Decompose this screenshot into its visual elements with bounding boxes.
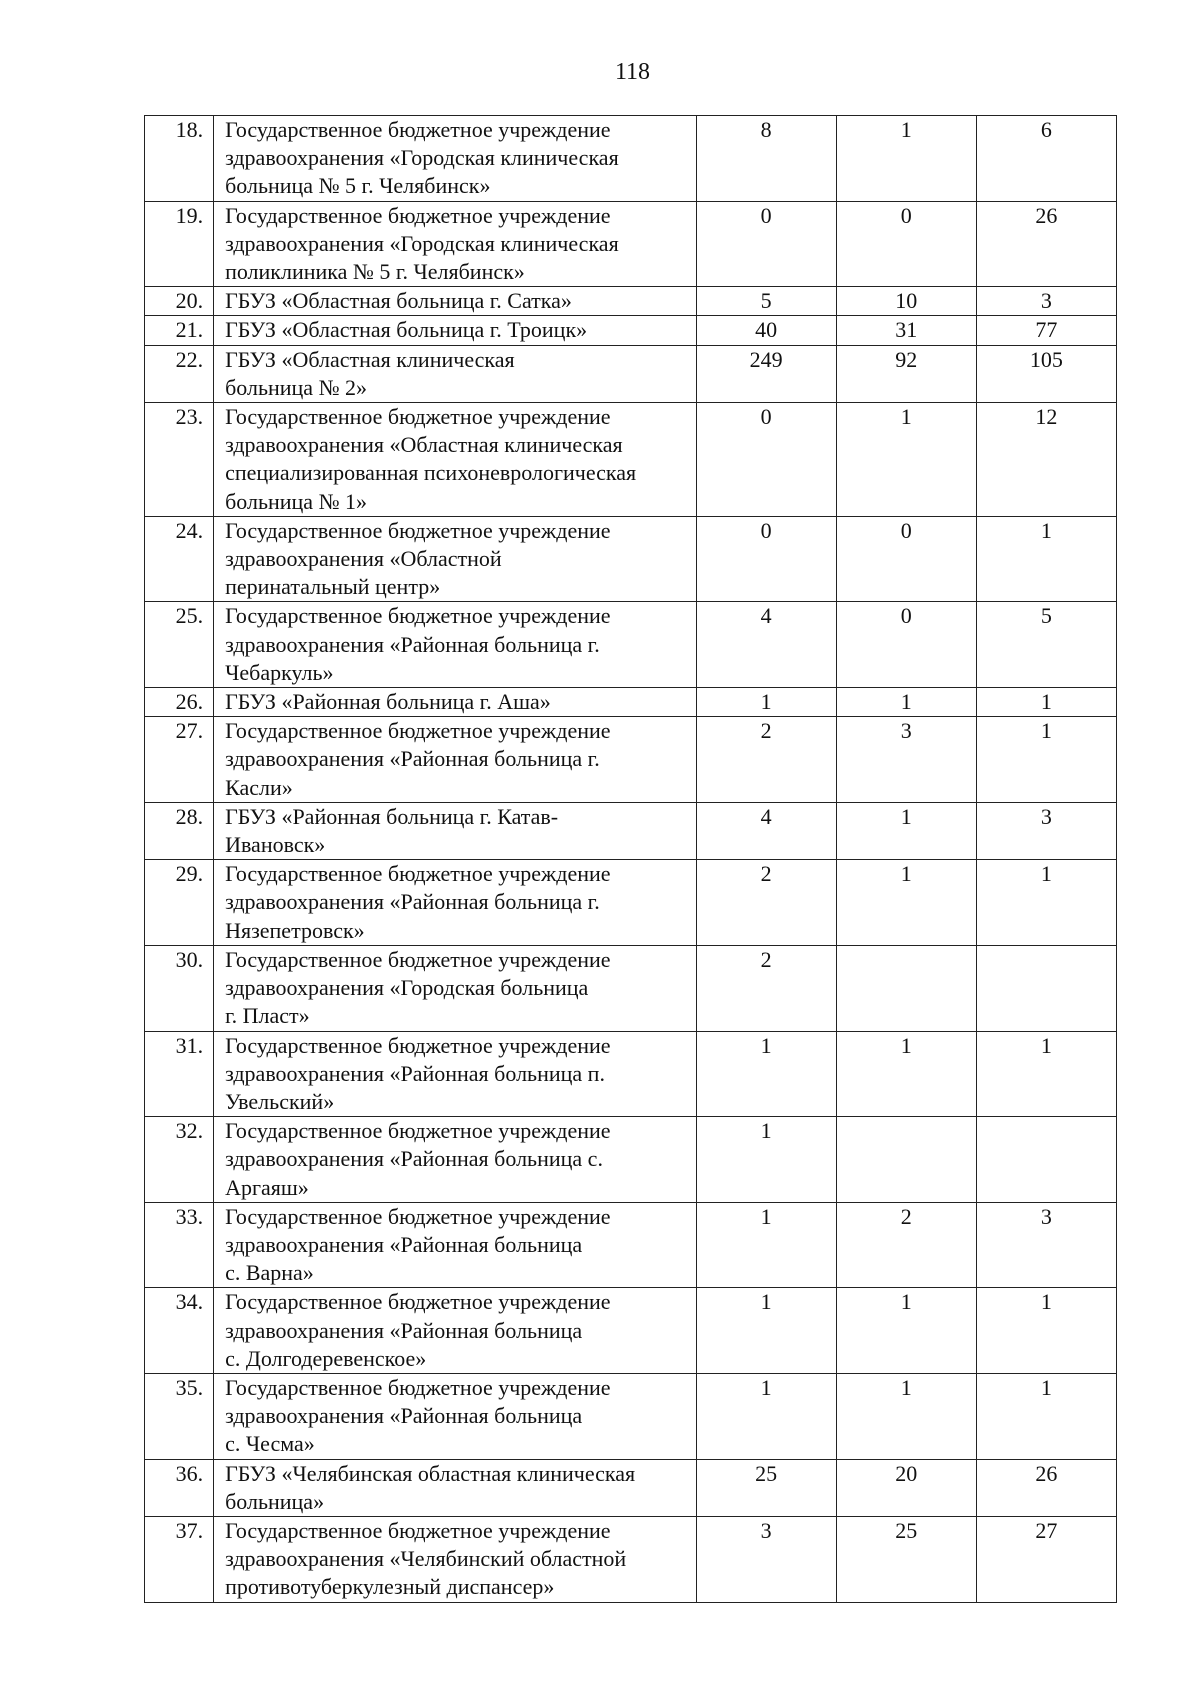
institution-name-line: ГБУЗ «Областная клиническая: [225, 346, 515, 372]
value-cell-2: 2: [836, 1202, 976, 1288]
institution-name-line: здравоохранения «Областная клиническая: [225, 432, 623, 458]
value-cell-2: 0: [836, 516, 976, 602]
institution-name: [214, 860, 696, 946]
institution-name-line: с. Долгодеревенское»: [225, 1345, 427, 1371]
institution-name-line: Государственное бюджетное учреждение: [225, 1517, 611, 1543]
row-number: 21.: [145, 316, 214, 345]
institution-name-line: поликлиника № 5 г. Челябинск»: [225, 259, 525, 285]
table-body: [145, 116, 1117, 1603]
institution-name: [214, 602, 696, 688]
institution-name-line: здравоохранения «Городская клиническая: [225, 145, 619, 171]
institution-name-line: Ивановск»: [225, 832, 326, 858]
value-cell-1: 1: [696, 688, 836, 717]
value-cell-2: 1: [836, 1288, 976, 1374]
institution-name-line: Государственное бюджетное учреждение: [225, 1032, 611, 1058]
value-cell-2: 1: [836, 1031, 976, 1117]
value-cell-2: 0: [836, 201, 976, 287]
row-number: 31.: [145, 1031, 214, 1117]
institution-name-line: ГБУЗ «Областная больница г. Троицк»: [225, 317, 588, 343]
table-row: [145, 1516, 1117, 1602]
value-cell-1: 249: [696, 345, 836, 402]
institution-name: [214, 1288, 696, 1374]
institution-name: [214, 287, 696, 316]
row-number: 28.: [145, 802, 214, 859]
table-row: [145, 1373, 1117, 1459]
row-number: 23.: [145, 403, 214, 517]
institution-name: [214, 116, 696, 202]
institution-name-line: здравоохранения «Районная больница г.: [225, 889, 600, 915]
value-cell-3: [976, 945, 1116, 1031]
value-cell-3: 1: [976, 1288, 1116, 1374]
row-number: 33.: [145, 1202, 214, 1288]
institution-name-line: здравоохранения «Районная больница г.: [225, 631, 600, 657]
value-cell-1: 25: [696, 1459, 836, 1516]
institution-name-line: Чебаркуль»: [225, 659, 334, 685]
value-cell-2: 20: [836, 1459, 976, 1516]
institution-name: [214, 201, 696, 287]
institution-name-line: здравоохранения «Районная больница: [225, 1403, 583, 1429]
value-cell-2: 1: [836, 116, 976, 202]
value-cell-3: 5: [976, 602, 1116, 688]
institution-name-line: Государственное бюджетное учреждение: [225, 404, 611, 430]
value-cell-3: 1: [976, 1031, 1116, 1117]
institution-name-line: здравоохранения «Районная больница: [225, 1231, 583, 1257]
institution-name-line: больница»: [225, 1488, 325, 1514]
value-cell-2: 1: [836, 688, 976, 717]
value-cell-1: 1: [696, 1373, 836, 1459]
table-row: [145, 516, 1117, 602]
institution-name: [214, 403, 696, 517]
row-number: 26.: [145, 688, 214, 717]
institution-name-line: здравоохранения «Городская больница: [225, 975, 589, 1001]
page-number: 118: [614, 59, 651, 85]
row-number: 24.: [145, 516, 214, 602]
value-cell-1: 1: [696, 1031, 836, 1117]
table-row: [145, 345, 1117, 402]
institution-name: [214, 1516, 696, 1602]
institution-name-line: Государственное бюджетное учреждение: [225, 117, 611, 142]
value-cell-1: 1: [696, 1288, 836, 1374]
value-cell-1: 0: [696, 516, 836, 602]
institution-name-line: с. Чесма»: [225, 1431, 315, 1457]
table-row: [145, 316, 1117, 345]
institution-name-line: здравоохранения «Районная больница г.: [225, 746, 600, 772]
institution-name: [214, 1031, 696, 1117]
value-cell-2: 1: [836, 802, 976, 859]
value-cell-3: 105: [976, 345, 1116, 402]
institution-name-line: Нязепетровск»: [225, 917, 365, 943]
institution-name: [214, 345, 696, 402]
table-row: [145, 287, 1117, 316]
institution-name-line: Государственное бюджетное учреждение: [225, 1203, 611, 1229]
value-cell-3: 1: [976, 688, 1116, 717]
value-cell-2: 92: [836, 345, 976, 402]
value-cell-1: 3: [696, 1516, 836, 1602]
institution-name-line: Государственное бюджетное учреждение: [225, 1374, 611, 1400]
institution-name-line: Государственное бюджетное учреждение: [225, 603, 611, 629]
table-row: [145, 1459, 1117, 1516]
table-row: [145, 860, 1117, 946]
institution-name: [214, 688, 696, 717]
institution-name-line: Аргаяш»: [225, 1174, 309, 1200]
value-cell-3: 6: [976, 116, 1116, 202]
institution-name-line: Государственное бюджетное учреждение: [225, 517, 611, 543]
table-row: [145, 717, 1117, 803]
value-cell-1: 1: [696, 1117, 836, 1203]
value-cell-3: 3: [976, 287, 1116, 316]
institution-name-line: Увельский»: [225, 1088, 335, 1114]
value-cell-1: 40: [696, 316, 836, 345]
row-number: 27.: [145, 717, 214, 803]
value-cell-2: 25: [836, 1516, 976, 1602]
institution-name-line: здравоохранения «Областной: [225, 546, 502, 572]
institution-name-line: Государственное бюджетное учреждение: [225, 861, 611, 887]
table-row: [145, 116, 1117, 202]
row-number: 35.: [145, 1373, 214, 1459]
institution-name-line: специализированная психоневрологическая: [225, 460, 637, 486]
institution-name-line: Государственное бюджетное учреждение: [225, 946, 611, 972]
value-cell-2: 10: [836, 287, 976, 316]
institution-name-line: Касли»: [225, 774, 293, 800]
value-cell-3: 1: [976, 860, 1116, 946]
value-cell-3: [976, 1117, 1116, 1203]
value-cell-2: [836, 1117, 976, 1203]
institution-name-line: Государственное бюджетное учреждение: [225, 718, 611, 744]
institution-name-line: с. Варна»: [225, 1260, 314, 1286]
institution-name: [214, 1117, 696, 1203]
table-row: [145, 688, 1117, 717]
row-number: 30.: [145, 945, 214, 1031]
table-row: [145, 945, 1117, 1031]
table-row: [145, 403, 1117, 517]
row-number: 19.: [145, 201, 214, 287]
institution-name-line: Государственное бюджетное учреждение: [225, 1118, 611, 1144]
value-cell-3: 26: [976, 1459, 1116, 1516]
institution-name: [214, 1373, 696, 1459]
table-row: [145, 1202, 1117, 1288]
value-cell-3: 26: [976, 201, 1116, 287]
table-row: [145, 602, 1117, 688]
institution-name-line: ГБУЗ «Районная больница г. Катав-: [225, 803, 559, 829]
value-cell-3: 12: [976, 403, 1116, 517]
value-cell-1: 0: [696, 403, 836, 517]
value-cell-2: 0: [836, 602, 976, 688]
institution-name: [214, 717, 696, 803]
value-cell-1: 0: [696, 201, 836, 287]
institution-name-line: здравоохранения «Городская клиническая: [225, 230, 619, 256]
institution-name: [214, 945, 696, 1031]
row-number: 34.: [145, 1288, 214, 1374]
institution-name: [214, 1459, 696, 1516]
hospital-statistics-table: [144, 115, 1117, 1603]
value-cell-1: 2: [696, 860, 836, 946]
row-number: 37.: [145, 1516, 214, 1602]
value-cell-2: 31: [836, 316, 976, 345]
value-cell-3: 1: [976, 516, 1116, 602]
institution-name-line: больница № 1»: [225, 488, 368, 514]
row-number: 25.: [145, 602, 214, 688]
value-cell-2: 1: [836, 403, 976, 517]
value-cell-1: 5: [696, 287, 836, 316]
institution-name: [214, 1202, 696, 1288]
value-cell-2: 1: [836, 860, 976, 946]
value-cell-1: 4: [696, 802, 836, 859]
institution-name-line: больница № 5 г. Челябинск»: [225, 173, 491, 199]
institution-name-line: Государственное бюджетное учреждение: [225, 202, 611, 228]
row-number: 29.: [145, 860, 214, 946]
institution-name-line: перинатальный центр»: [225, 574, 441, 600]
value-cell-3: 1: [976, 717, 1116, 803]
institution-name-line: здравоохранения «Районная больница: [225, 1317, 583, 1343]
institution-name-line: Государственное бюджетное учреждение: [225, 1289, 611, 1315]
value-cell-2: [836, 945, 976, 1031]
value-cell-3: 3: [976, 1202, 1116, 1288]
value-cell-2: 1: [836, 1373, 976, 1459]
row-number: 18.: [145, 116, 214, 202]
value-cell-3: 77: [976, 316, 1116, 345]
value-cell-1: 1: [696, 1202, 836, 1288]
table-row: [145, 1031, 1117, 1117]
table-row: [145, 201, 1117, 287]
institution-name-line: ГБУЗ «Областная больница г. Сатка»: [225, 288, 572, 314]
value-cell-1: 4: [696, 602, 836, 688]
institution-name: [214, 316, 696, 345]
institution-name-line: здравоохранения «Челябинский областной: [225, 1546, 627, 1572]
table-row: [145, 1117, 1117, 1203]
value-cell-1: 2: [696, 945, 836, 1031]
value-cell-1: 8: [696, 116, 836, 202]
institution-name: [214, 802, 696, 859]
value-cell-3: 1: [976, 1373, 1116, 1459]
row-number: 22.: [145, 345, 214, 402]
value-cell-3: 3: [976, 802, 1116, 859]
table-row: [145, 802, 1117, 859]
institution-name-line: здравоохранения «Районная больница п.: [225, 1060, 605, 1086]
row-number: 20.: [145, 287, 214, 316]
value-cell-1: 2: [696, 717, 836, 803]
table-row: [145, 1288, 1117, 1374]
institution-name-line: больница № 2»: [225, 374, 368, 400]
row-number: 32.: [145, 1117, 214, 1203]
value-cell-3: 27: [976, 1516, 1116, 1602]
institution-name-line: противотуберкулезный диспансер»: [225, 1574, 555, 1600]
institution-name: [214, 516, 696, 602]
institution-name-line: г. Пласт»: [225, 1003, 310, 1029]
institution-name-line: ГБУЗ «Челябинская областная клиническая: [225, 1460, 636, 1486]
row-number: 36.: [145, 1459, 214, 1516]
value-cell-2: 3: [836, 717, 976, 803]
institution-name-line: ГБУЗ «Районная больница г. Аша»: [225, 689, 551, 715]
institution-name-line: здравоохранения «Районная больница с.: [225, 1146, 603, 1172]
